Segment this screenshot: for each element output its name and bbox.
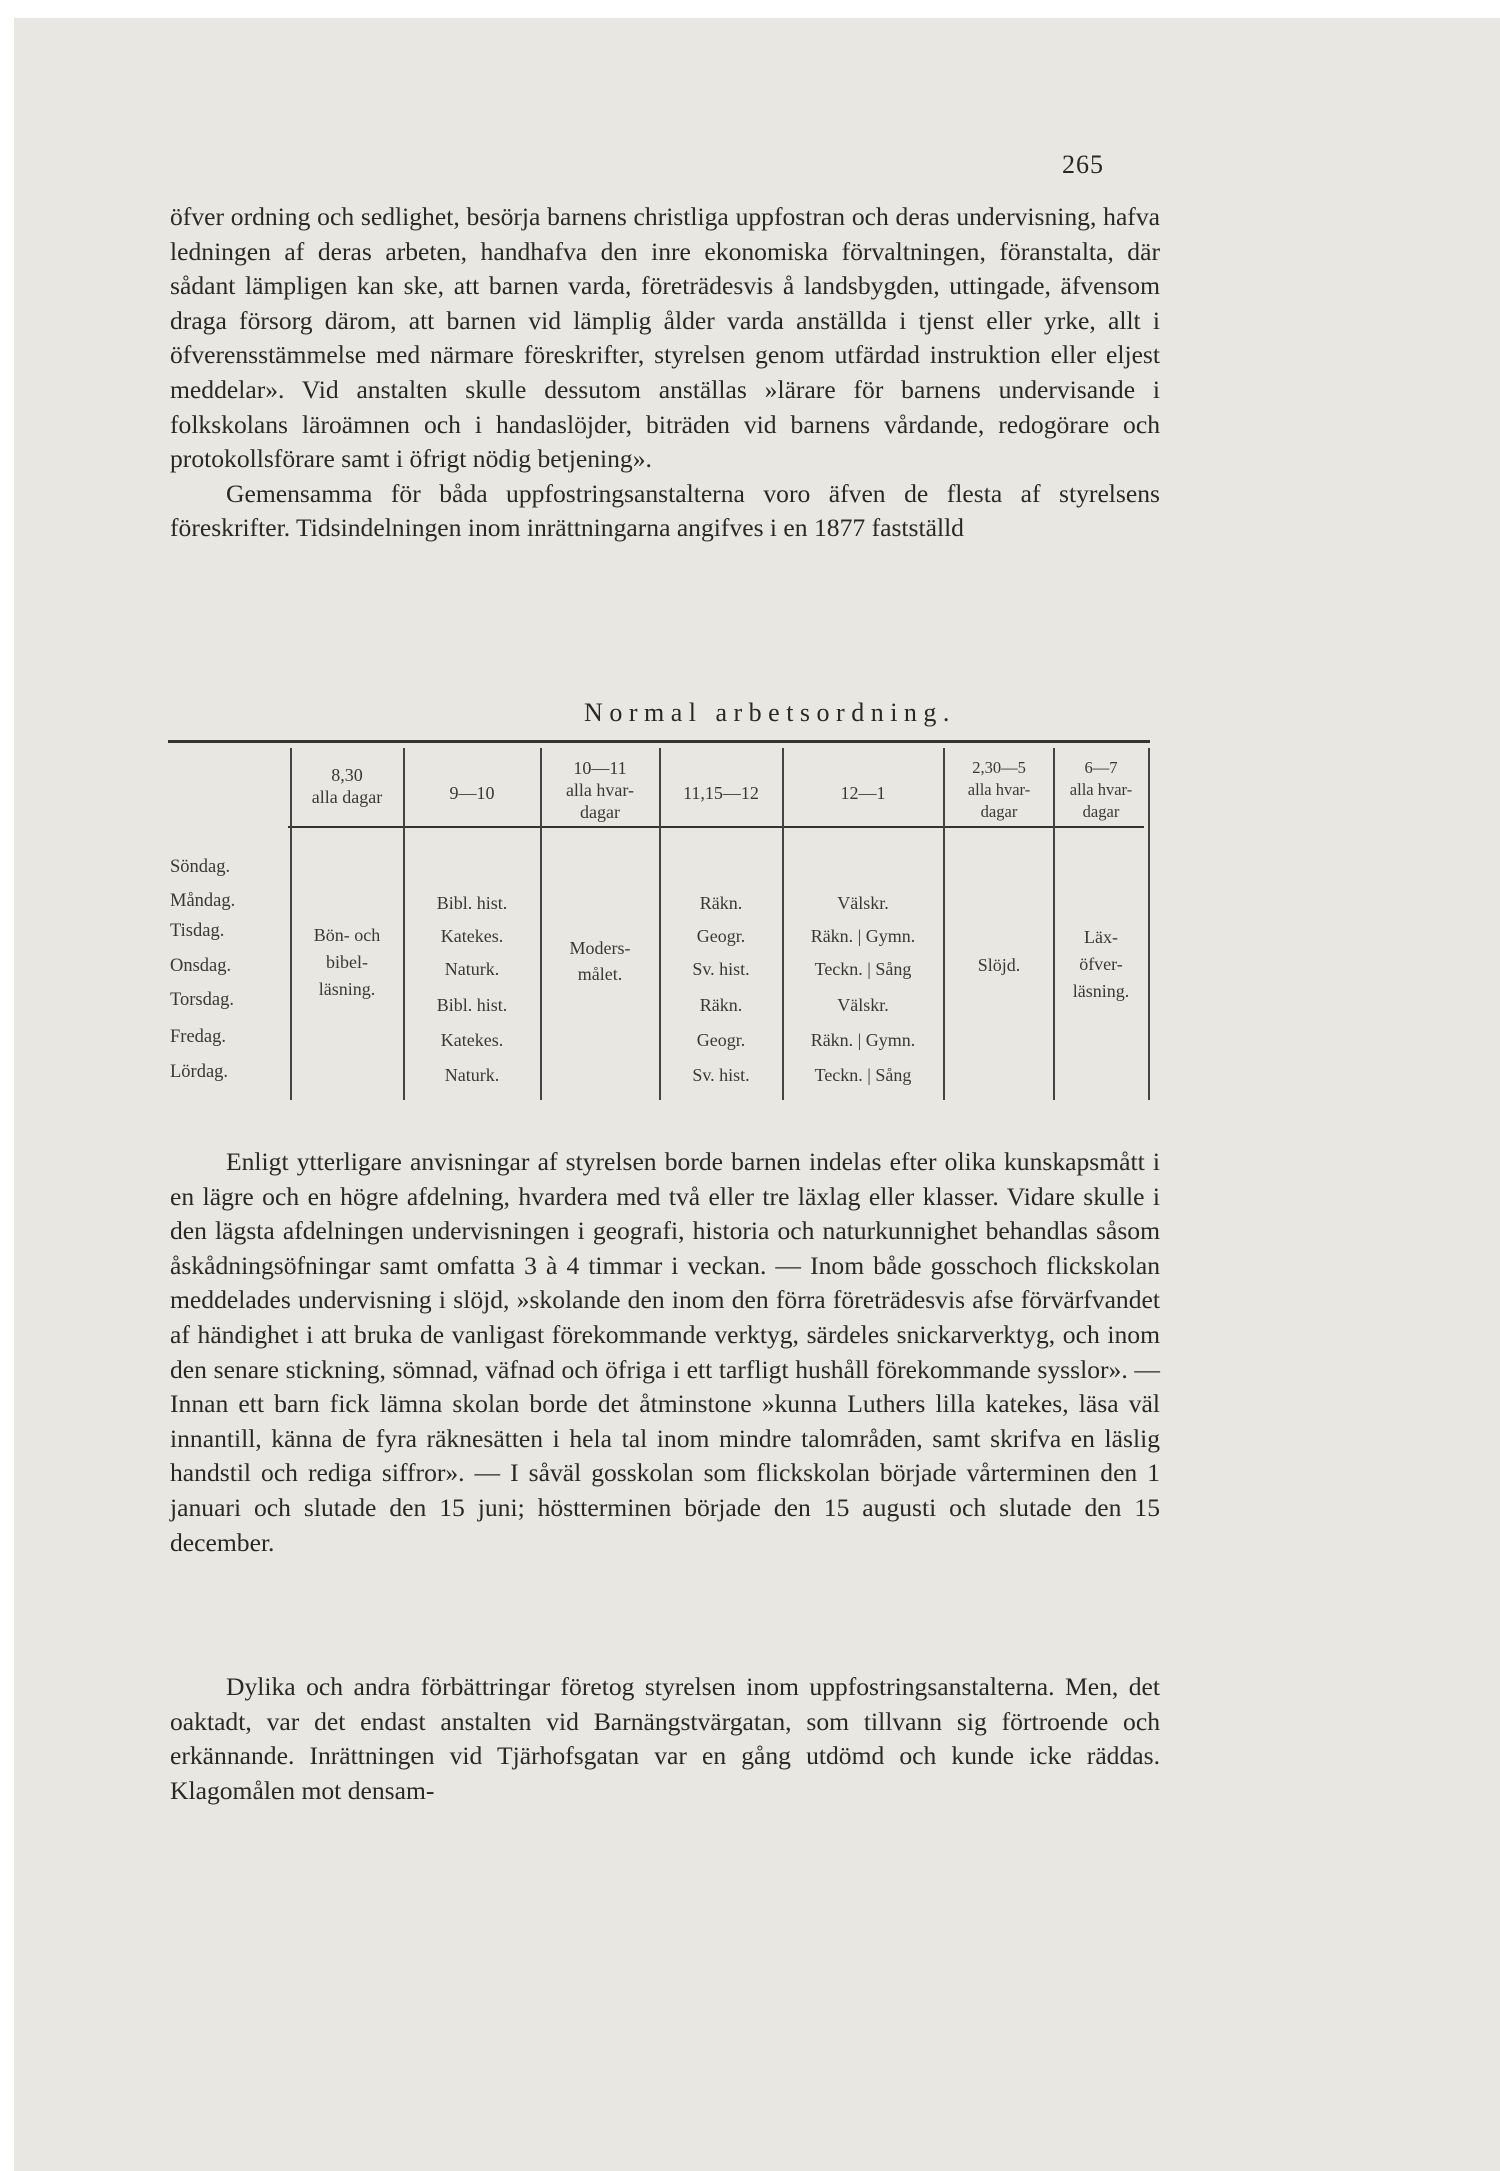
cell-col-2-sat: Naturk.	[444, 1065, 500, 1085]
cell-col-5-mon: Välskr.	[837, 893, 889, 913]
cell-col-4-fri: Geogr.	[696, 1030, 746, 1050]
header-col-2-text: 9—10	[449, 783, 495, 803]
cell-line: bibel-	[326, 952, 368, 972]
header-col-7	[1055, 757, 1147, 823]
row-label-sunday: Söndag.	[170, 857, 231, 877]
table-header-rule	[288, 826, 1144, 828]
header-col-1	[292, 764, 402, 808]
paragraph-3	[170, 1670, 1160, 1808]
cell-mother-tongue	[542, 935, 658, 987]
cell-line: Moders-	[569, 938, 631, 958]
header-col-1-line-1: 8,30	[331, 765, 363, 785]
row-label-saturday: Lördag.	[170, 1062, 229, 1082]
header-col-3-line-3: dagar	[580, 802, 620, 822]
header-col-7-line-3: dagar	[1082, 802, 1120, 821]
cell-col-4-tue: Geogr.	[696, 926, 746, 946]
cell-col-5-sat: Teckn. | Sång	[814, 1065, 912, 1085]
cell-line: läsning.	[318, 979, 376, 999]
header-col-1-line-2: alla dagar	[311, 787, 383, 807]
paragraph-2	[170, 1145, 1160, 1560]
cell-col-5-fri: Räkn. | Gymn.	[810, 1030, 916, 1050]
header-col-6	[945, 757, 1053, 823]
cell-line: målet.	[577, 964, 623, 984]
row-label-tuesday: Tisdag.	[170, 921, 225, 941]
cell-lesson-review	[1055, 924, 1147, 1005]
table-heading: Normal arbetsordning.	[584, 698, 956, 727]
header-col-6-line-2: alla hvar-	[967, 780, 1031, 799]
cell-col-2-mon: Bibl. hist.	[436, 893, 508, 913]
row-label-thursday: Torsdag.	[170, 990, 234, 1010]
paragraph-2-text: Enligt ytterligare anvisningar af styrelsen borde barnen indelas efter olika kunskapsmått i en lägre och en högre afdelning, hvardera med två eller tre läxlag eller klasser. Vidare skulle i den lägsta afdelningen undervisningen i geografi, historia och naturkunnighet behandlas såsom åskådningsöfningar samt omfatta 3 à 4 timmar i veckan. — Inom både gosschoch flickskolan meddelades undervisning i slöjd, »skolande den inom den förra företrädesvis afse förvärfvandet af händighet i att bruka de vanligast förekommande verktyg, särdeles snickarverktyg, och inom den senare stickning, sömnad, väfnad och öfriga i ett tarfligt hushåll förekommande sysslor». — Innan ett barn fick lämna skolan borde det åtminstone »kunna Luthers lilla katekes, läsa väl innantill, känna de fyra räknesätten i hela tal inom mindre talområden, samt skrifva en läslig handstil och rediga siffror». — I såväl gosskolan som flickskolan började vårterminen den 1 januari och slutade den 15 juni; höstterminen började den 15 augusti och slutade den 15 december.	[170, 1147, 1160, 1557]
cell-col-2-fri: Katekes.	[440, 1030, 504, 1050]
paragraph-1	[170, 200, 1160, 546]
row-label-wednesday: Onsdag.	[170, 956, 232, 976]
header-col-6-line-1: 2,30—5	[972, 758, 1026, 777]
header-col-4-text: 11,15—12	[683, 783, 759, 803]
table-top-rule	[168, 740, 1150, 743]
header-col-7-line-2: alla hvar-	[1069, 780, 1133, 799]
paragraph-1-text: öfver ordning och sedlighet, besörja barnens christliga uppfostran och deras undervisning, hafva ledningen af deras arbeten, handhafva den inre ekonomiska förvaltningen, föranstalta, där sådant lämpligen kan ske, att barnen varda, företrädesvis å landsbygden, uttingade, äfvensom draga försorg därom, att barnen vid lämplig ålder varda anställda i tjenst eller yrke, allt i öfverensstämmelse med närmare föreskrifter, styrelsen genom utfärdad instruktion eller eljest meddelar». Vid anstalten skulle dessutom anställas »lärare för barnens undervisande i folkskolans läroämnen och i handaslöjder, biträden vid barnens vårdande, redogörare och protokollsförare samt i öfrigt nödig betjening».	[170, 202, 1160, 474]
row-label-friday: Fredag.	[170, 1027, 226, 1047]
cell-col-5-tue: Räkn. | Gymn.	[810, 926, 916, 946]
header-col-2	[405, 782, 539, 804]
paragraph-1b-text: Gemensamma för båda uppfostringsanstalterna voro äfven de flesta af styrelsens föreskrifter. Tidsindelningen inom inrättningarna angifves i en 1877 fastställd	[170, 478, 1160, 543]
cell-line: läsning.	[1072, 981, 1130, 1001]
cell-col-4-wed: Sv. hist.	[692, 959, 750, 979]
header-col-5	[784, 782, 942, 804]
cell-col-4-sat: Sv. hist.	[692, 1065, 750, 1085]
header-col-3	[542, 757, 658, 823]
cell-prayer-bible-reading	[292, 922, 402, 1003]
header-col-6-line-3: dagar	[980, 802, 1018, 821]
cell-line: öfver-	[1079, 954, 1123, 974]
header-col-5-text: 12—1	[840, 783, 886, 803]
cell-col-4-mon: Räkn.	[699, 893, 743, 913]
cell-col-4-thu: Räkn.	[699, 995, 743, 1015]
cell-col-2-thu: Bibl. hist.	[436, 995, 508, 1015]
cell-line: Bön- och	[313, 925, 381, 945]
cell-col-2-tue: Katekes.	[440, 926, 504, 946]
paragraph-3-text: Dylika och andra förbättringar företog styrelsen inom uppfostringsanstalterna. Men, det oaktadt, var det endast anstalten vid Barnängstvärgatan, som tillvann sig förtroende och erkännande. Inrättningen vid Tjärhofsgatan var en gång utdömd och kunde icke räddas. Klagomålen mot densam-	[170, 1672, 1160, 1805]
cell-line: Läx-	[1084, 927, 1118, 947]
page-number: 265	[1062, 150, 1104, 179]
table-vline	[1148, 748, 1150, 1100]
cell-col-5-wed: Teckn. | Sång	[814, 959, 912, 979]
header-col-3-line-2: alla hvar-	[565, 780, 635, 800]
header-col-3-line-1: 10—11	[573, 758, 627, 778]
cell-col-5-thu: Välskr.	[837, 995, 889, 1015]
header-col-4	[661, 782, 781, 804]
row-label-monday: Måndag.	[170, 891, 236, 911]
cell-col-2-wed: Naturk.	[444, 959, 500, 979]
header-col-7-line-1: 6—7	[1084, 758, 1118, 777]
cell-sloyd: Slöjd.	[977, 955, 1021, 975]
